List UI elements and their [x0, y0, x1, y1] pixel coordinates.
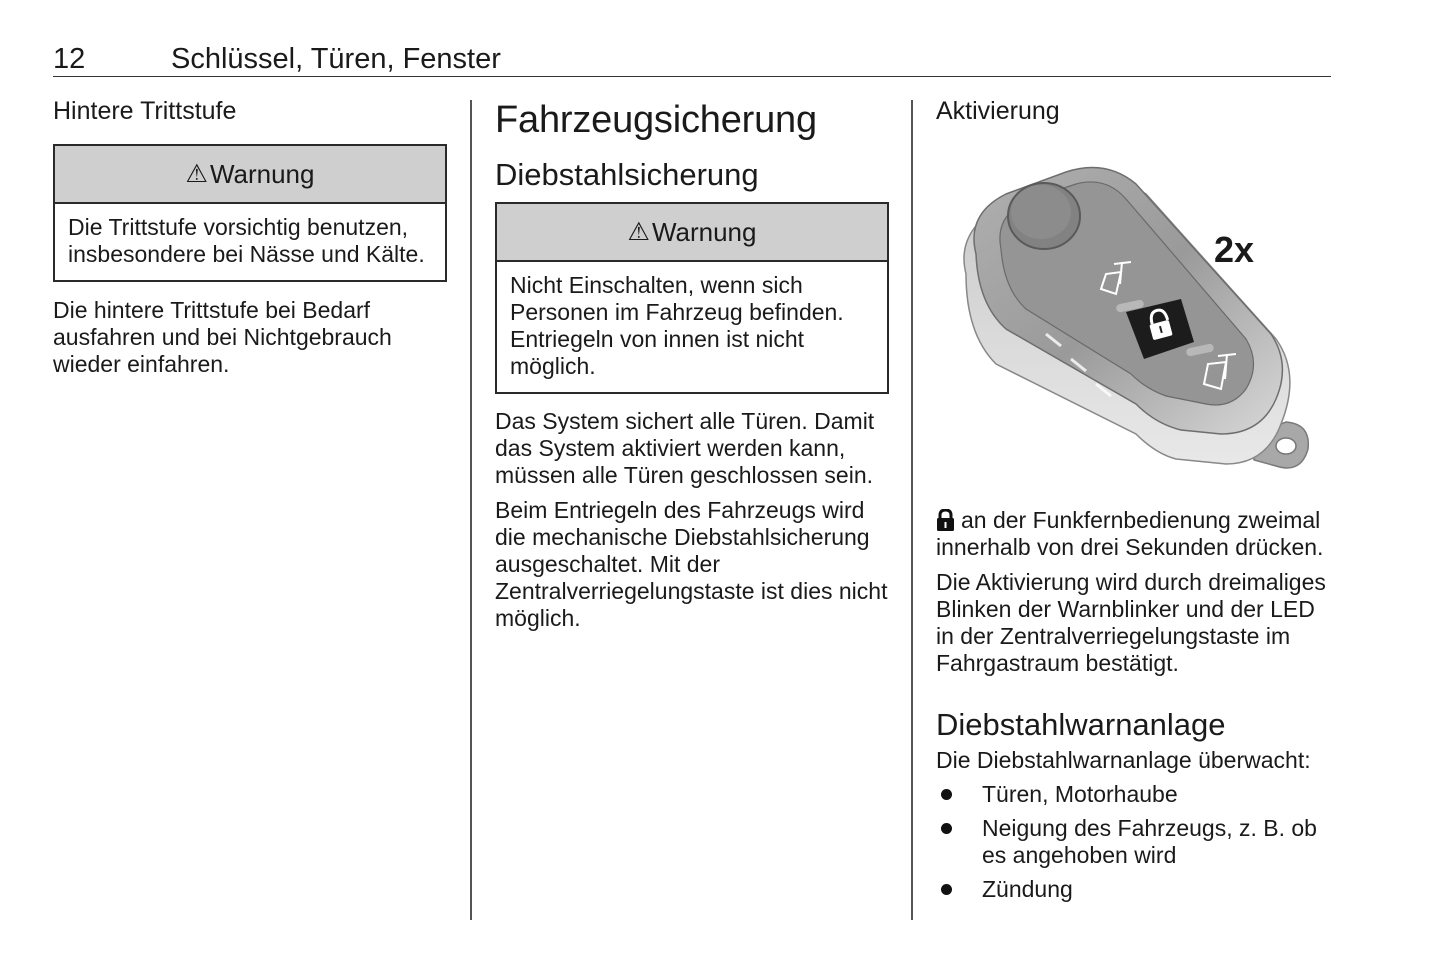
warning-box	[53, 144, 447, 282]
warning-triangle-icon: ⚠	[185, 160, 208, 188]
key-fob-figure	[936, 134, 1332, 479]
paragraph-press-lock-text: an der Funkfernbedienung zweimal innerhalb von drei Sekunden drücken.	[936, 507, 1324, 560]
section-title: Schlüssel, Türen, Fenster	[171, 43, 501, 75]
heading-rear-step: Hintere Trittstufe	[53, 97, 237, 125]
paragraph: Beim Entriegeln des Fahrzeugs wird die mechanische Diebstahlsicherung ausgeschaltet. Mit der Zentralverriegelungstaste ist dies nicht möglich.	[495, 497, 888, 631]
paragraph-press-lock	[936, 507, 1332, 561]
warning-triangle-icon: ⚠	[627, 218, 650, 246]
column-divider	[911, 100, 913, 920]
warning-box	[495, 202, 889, 394]
subheading-alarm-system: Diebstahlwarnanlage	[936, 707, 1226, 742]
bullet-icon	[941, 823, 952, 834]
paragraph: Die hintere Trittstufe bei Bedarf ausfahren und bei Nichtgebrauch wieder einfahren.	[53, 297, 392, 377]
heading-activation: Aktivierung	[936, 97, 1060, 125]
warning-text: Nicht Einschalten, wenn sich Personen im Fahrzeug befinden. Entriegeln von innen ist nicht möglich.	[510, 272, 844, 379]
lock-icon	[936, 509, 955, 531]
page-header	[53, 40, 1331, 77]
bullet-icon	[941, 789, 952, 800]
list-item: Neigung des Fahrzeugs, z. B. ob es angehoben wird	[936, 815, 1332, 869]
figure-label-2x: 2x	[1214, 229, 1255, 270]
alarm-intro: Die Diebstahlwarnanlage überwacht:	[936, 747, 1311, 773]
key-fob-illustration	[936, 134, 1332, 479]
warning-title: Warnung	[651, 216, 757, 247]
page-title: Fahrzeugsicherung	[495, 99, 817, 141]
subtitle-theft-protection: Diebstahlsicherung	[495, 157, 759, 192]
monitored-items-list	[936, 781, 1332, 903]
page-number: 12	[53, 43, 86, 75]
warning-text: Die Trittstufe vorsichtig benutzen, insbesondere bei Nässe und Kälte.	[68, 214, 425, 267]
paragraph: Das System sichert alle Türen. Damit das System aktiviert werden kann, müssen alle Türen geschlossen sein.	[495, 408, 875, 488]
warning-title: Warnung	[209, 158, 315, 189]
column-activation	[936, 96, 1332, 903]
bullet-icon	[941, 884, 952, 895]
warning-header	[55, 146, 445, 204]
column-rear-step	[53, 96, 448, 378]
paragraph-confirmation: Die Aktivierung wird durch dreimaliges Blinken der Warnblinker und der LED in der Zentralverriegelungstaste im Fahrgastraum bestätigt.	[936, 569, 1326, 676]
list-item: Zündung	[936, 876, 1332, 903]
warning-header	[497, 204, 887, 262]
column-vehicle-security	[495, 98, 890, 632]
column-divider	[470, 100, 472, 920]
list-item: Türen, Motorhaube	[936, 781, 1332, 808]
